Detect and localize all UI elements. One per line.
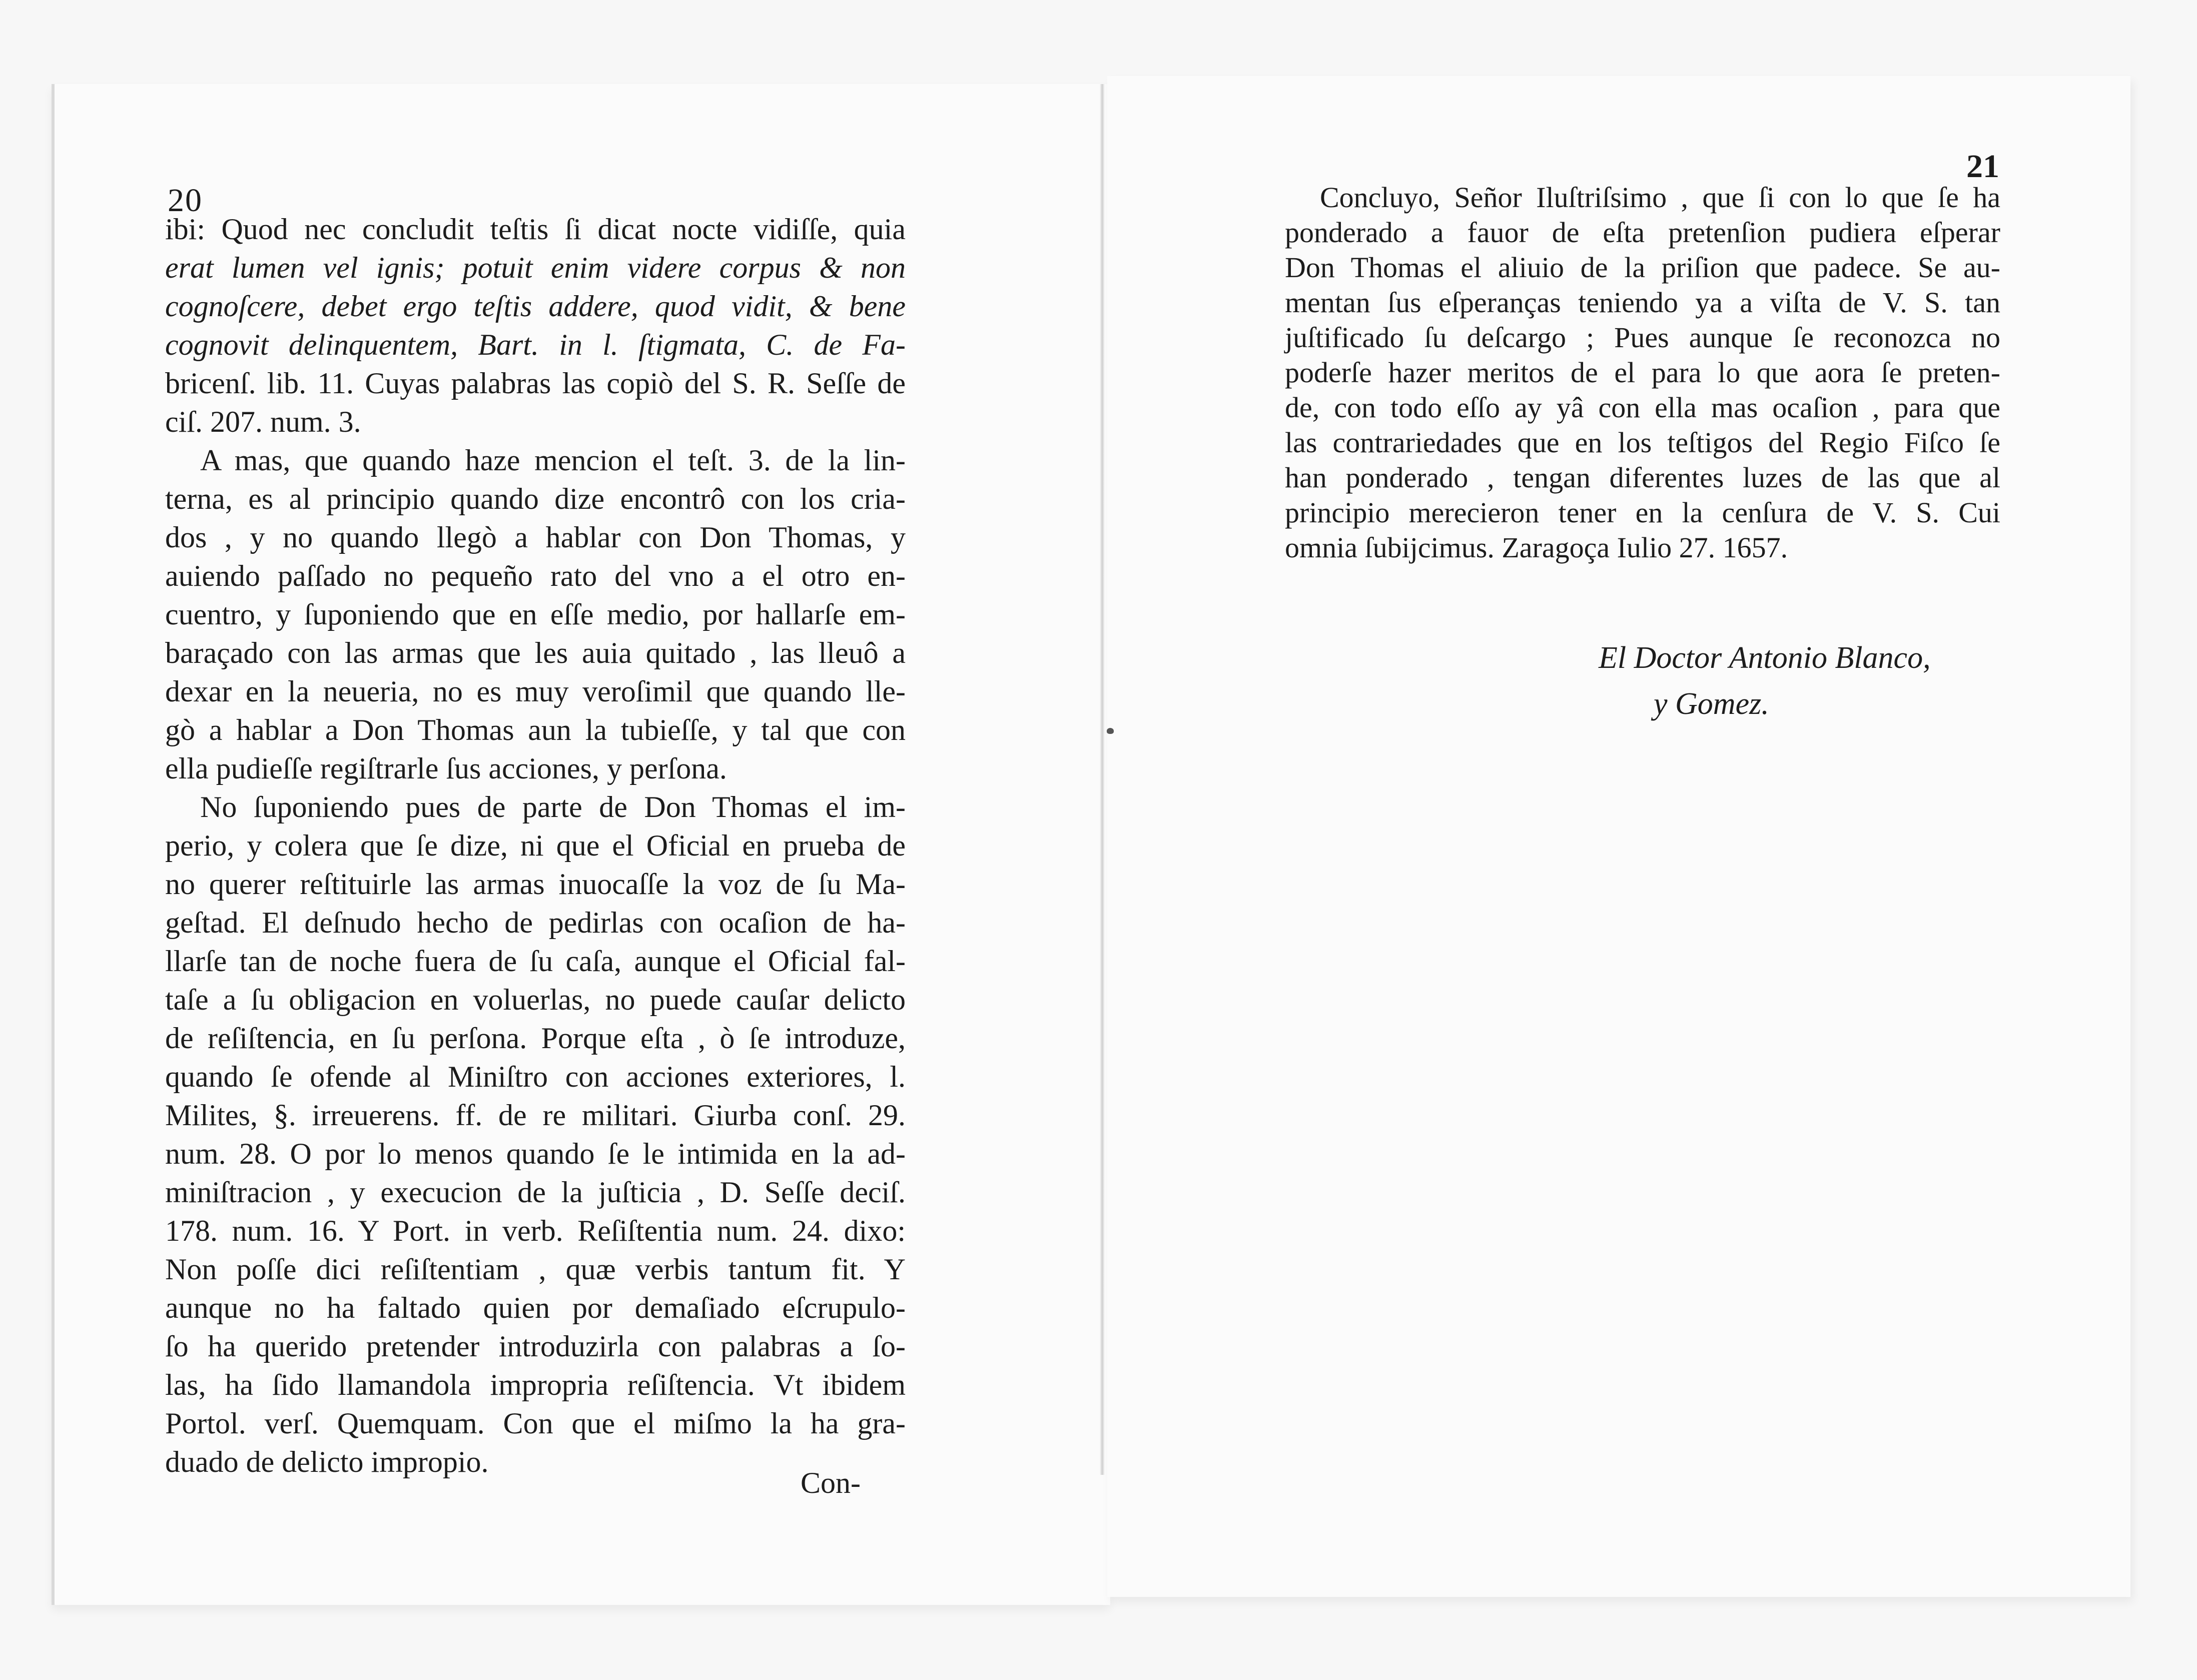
text-line: aunque no ha faltado quien por demaſiado eſcrupulo- xyxy=(165,1291,906,1324)
text-line: omnia ſubijcimus. Zaragoça Iulio 27. 1657. xyxy=(1285,531,1788,564)
signature-line-2: y Gomez. xyxy=(1654,687,1769,721)
text-line: terna, es al principio quando dize encontrô con los cria- xyxy=(165,482,906,515)
left-page-text xyxy=(165,210,906,1481)
paragraph-start: No ſuponiendo pues de parte de Don Thomas el im- xyxy=(200,790,906,823)
text-line: Non poſſe dici reſiſtentiam , quæ verbis tantum fit. Y xyxy=(165,1253,906,1286)
text-line: erat lumen vel ignis; potuit enim videre corpus & non xyxy=(165,251,906,284)
text-line: han ponderado , tengan diferentes luzes de las que al xyxy=(1285,461,2000,494)
signature-line-1: El Doctor Antonio Blanco, xyxy=(1599,641,1931,675)
text-line: llarſe tan de noche fuera de ſu caſa, aunque el Oficial fal- xyxy=(165,945,906,978)
text-line: 178. num. 16. Y Port. in verb. Reſiſtentia num. 24. dixo: xyxy=(165,1214,906,1247)
text-line: ciſ. 207. num. 3. xyxy=(165,405,361,438)
text-line: dos , y no quando llegò a hablar con Don Thomas, y xyxy=(165,521,906,554)
text-line: poderſe hazer meritos de el para lo que aora ſe preten- xyxy=(1285,356,2000,389)
text-line: Portol. verſ. Quemquam. Con que el miſmo la ha gra- xyxy=(165,1407,906,1440)
text-line: Milites, §. irreuerens. ff. de re militari. Giurba conſ. 29. xyxy=(165,1099,906,1132)
text-line: ſo ha querido pretender introduzirla con palabras a ſo- xyxy=(165,1330,906,1363)
paragraph-start: Concluyo, Señor Iluſtriſsimo , que ſi con lo que ſe ha xyxy=(1320,181,2000,214)
text-line: cognovit delinquentem, Bart. in l. ſtigmata, C. de Fa- xyxy=(165,328,906,361)
paragraph-start: A mas, que quando haze mencion el teſt. 3. de la lin- xyxy=(200,444,906,477)
text-line: de reſiſtencia, en ſu perſona. Porque eſta , ò ſe introduze, xyxy=(165,1022,906,1055)
text-line: ponderado a fauor de eſta pretenſion pudiera eſperar xyxy=(1285,216,2000,249)
text-line: las, ha ſido llamandola impropria reſiſtencia. Vt ibidem xyxy=(165,1368,906,1401)
text-line: Don Thomas el aliuio de la priſion que padece. Se au- xyxy=(1285,251,2000,284)
text-line: perio, y colera que ſe dize, ni que el Oficial en prueba de xyxy=(165,829,906,862)
text-line: quando ſe ofende al Miniſtro con acciones exteriores, l. xyxy=(165,1060,906,1093)
text-line: miniſtracion , y execucion de la juſticia , D. Seſſe deciſ. xyxy=(165,1176,906,1209)
text-line: baraçado con las armas que les auia quitado , las lleuô a xyxy=(165,636,906,669)
text-line: taſe a ſu obligacion en voluerlas, no puede cauſar delicto xyxy=(165,983,906,1016)
text-line: las contrariedades que en los teſtigos del Regio Fiſco ſe xyxy=(1285,426,2000,459)
text-line: de, con todo eſſo ay yâ con ella mas ocaſion , para que xyxy=(1285,391,2000,424)
right-page-text xyxy=(1285,180,2000,565)
book-gutter xyxy=(1100,84,1105,1475)
text-line: duado de delicto impropio. xyxy=(165,1445,489,1478)
text-line: principio merecieron tener en la cenſura de V. S. Cui xyxy=(1285,496,2000,529)
text-line: ella pudieſſe regiſtrarle ſus acciones, y perſona. xyxy=(165,752,727,785)
text-line: juſtificado ſu deſcargo ; Pues aunque ſe reconozca no xyxy=(1285,321,2000,354)
catchword: Con- xyxy=(801,1466,861,1499)
text-line: num. 28. O por lo menos quando ſe le intimida en la ad- xyxy=(165,1137,906,1170)
text-line: cognoſcere, debet ergo teſtis addere, quod vidit, & bene xyxy=(165,290,906,323)
page-number-right: 21 xyxy=(1966,148,1999,185)
text-line: dexar en la neueria, no es muy veroſimil que quando lle- xyxy=(165,675,906,708)
text-line: ibi: Quod nec concludit teſtis ſi dicat nocte vidiſſe, quia xyxy=(165,213,906,246)
text-line: no querer reſtituirle las armas inuocaſſe la voz de ſu Ma- xyxy=(165,868,906,901)
text-line: cuentro, y ſuponiendo que en eſſe medio, por hallarſe em- xyxy=(165,598,906,631)
text-line: mentan ſus eſperanças teniendo ya a viſta de V. S. tan xyxy=(1285,286,2000,319)
text-line: geſtad. El deſnudo hecho de pedirlas con ocaſion de ha- xyxy=(165,906,906,939)
text-line: bricenſ. lib. 11. Cuyas palabras las copiò del S. R. Seſſe de xyxy=(165,367,906,400)
page-number-left: 20 xyxy=(168,182,203,219)
text-line: gò a hablar a Don Thomas aun la tubieſſe, y tal que con xyxy=(165,713,906,746)
text-line: auiendo paſſado no pequeño rato del vno a el otro en- xyxy=(165,559,906,592)
binding-tear-mark xyxy=(1107,728,1114,734)
